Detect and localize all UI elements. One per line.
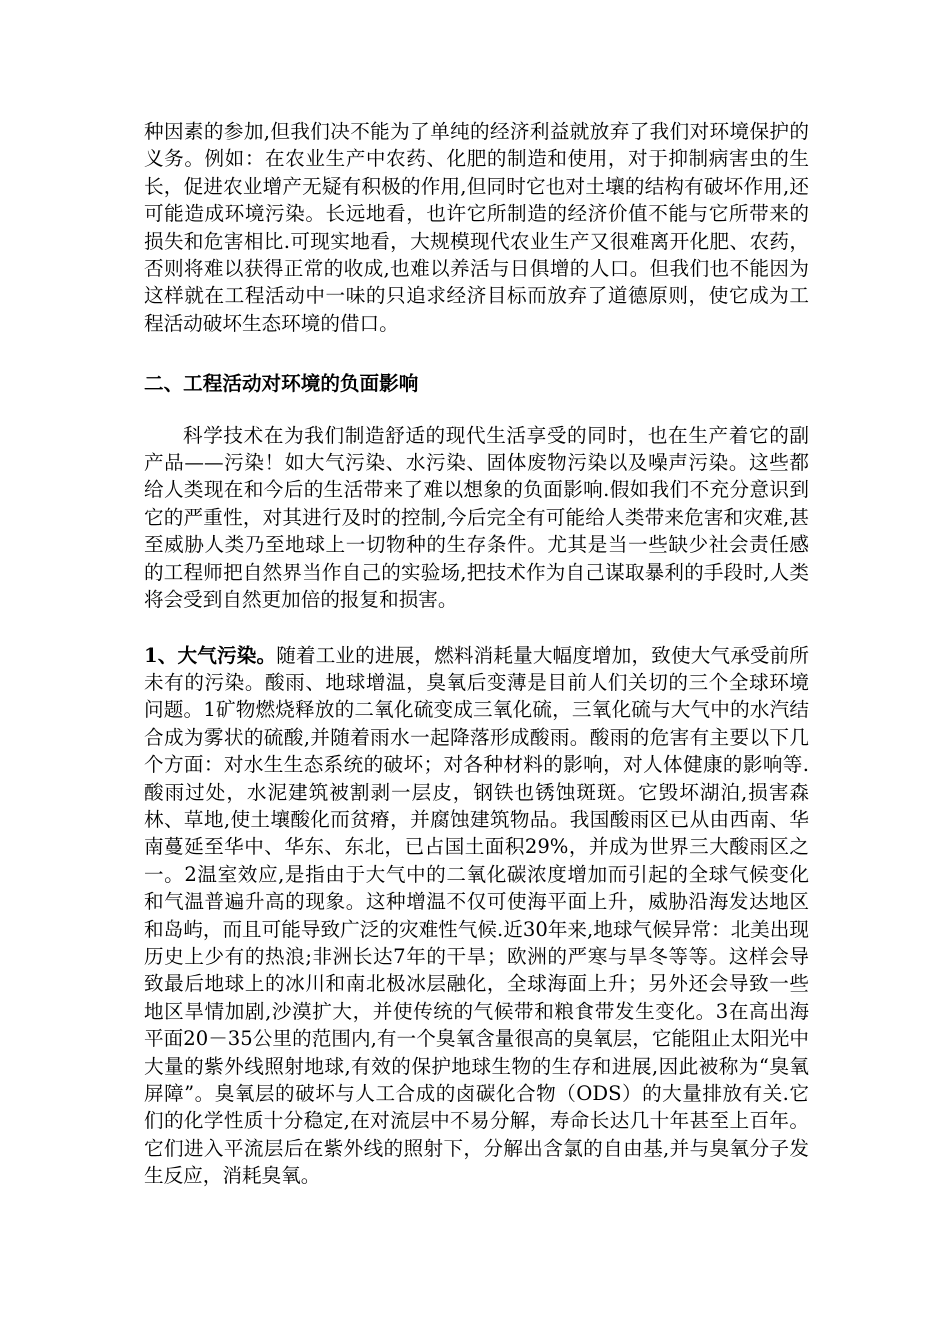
body-paragraph-2: 科学技术在为我们制造舒适的现代生活享受的同时，也在生产着它的副产品——污染！如大气污染、水污染、固体废物污染以及噪声污染。这些都给人类现在和今后的生活带来了难以想象的负面影响.假如我们不充分意识到它的严重性，对其进行及时的控制,今后完全有可能给人类带来危害和灾难,甚至威胁人类乃至地球上一切物种的生存条件。尤其是当一些缺少社会责任感的工程师把自然界当作自己的实验场,把技术作为自己谋取暴利的手段时,人类将会受到自然更加倍的报复和损害。	[144, 423, 809, 612]
body-paragraph-1: 种因素的参加,但我们决不能为了单纯的经济利益就放弃了我们对环境保护的义务。例如：在农业生产中农药、化肥的制造和使用，对于抑制病害虫的生长，促进农业增产无疑有积极的作用,但同时它也对土壤的结构有破坏作用,还可能造成环境污染。长远地看，也许它所制造的经济价值不能与它所带来的损失和危害相比.可现实地看，大规模现代农业生产又很难离开化肥、农药，否则将难以获得正常的收成,也难以养活与日俱增的人口。但我们也不能因为这样就在工程活动中一味的只追求经济目标而放弃了道德原则，使它成为工程活动破坏生态环境的借口。	[144, 120, 809, 335]
section-heading: 二、工程活动对环境的负面影响	[144, 372, 419, 396]
body-paragraph-3	[144, 642, 809, 1190]
subsection-lead: 1、大气污染。	[144, 643, 277, 667]
document-page	[144, 118, 809, 1190]
subsection-body: 随着工业的进展，燃料消耗量大幅度增加，致使大气承受前所未有的污染。酸雨、地球增温，臭氧后变薄是目前人们关切的三个全球环境问题。1矿物燃烧释放的二氧化硫变成三氧化硫，三氧化硫与大气中的水汽结合成为雾状的硫酸,并随着雨水一起降落形成酸雨。酸雨的危害有主要以下几个方面：对水生生态系统的破坏；对各种材料的影响，对人体健康的影响等.酸雨过处，水泥建筑被割剥一层皮，钢铁也锈蚀斑斑。它毁坏湖泊,损害森林、草地,使土壤酸化而贫瘠，并腐蚀建筑物品。我国酸雨区已从由西南、华南蔓延至华中、华东、东北，已占国土面积29%，并成为世界三大酸雨区之一。2温室效应,是指由于大气中的二氧化碳浓度增加而引起的全球气候变化和气温普遍升高的现象。这种增温不仅可使海平面上升，威胁沿海发达地区和岛屿，而且可能导致广泛的灾难性气候.近30年来,地球气候异常：北美出现历史上少有的热浪;非洲长达7年的干旱；欧洲的严寒与旱冬等等。这样会导致最后地球上的冰川和南北极冰层融化，全球海面上升；另外还会导致一些地区旱情加剧,沙漠扩大，并使传统的气候带和粮食带发生变化。3在高出海平面20－35公里的范围内,有一个臭氧含量很高的臭氧层，它能阻止太阳光中大量的紫外线照射地球,有效的保护地球生物的生存和进展,因此被称为“臭氧屏障”。臭氧层的破坏与人工合成的卤碳化合物（ODS）的大量排放有关.它们的化学性质十分稳定,在对流层中不易分解，寿命长达几十年甚至上百年。它们进入平流层后在紫外线的照射下，分解出含氯的自由基,并与臭氧分子发生反应，消耗臭氧。	[144, 643, 810, 1188]
